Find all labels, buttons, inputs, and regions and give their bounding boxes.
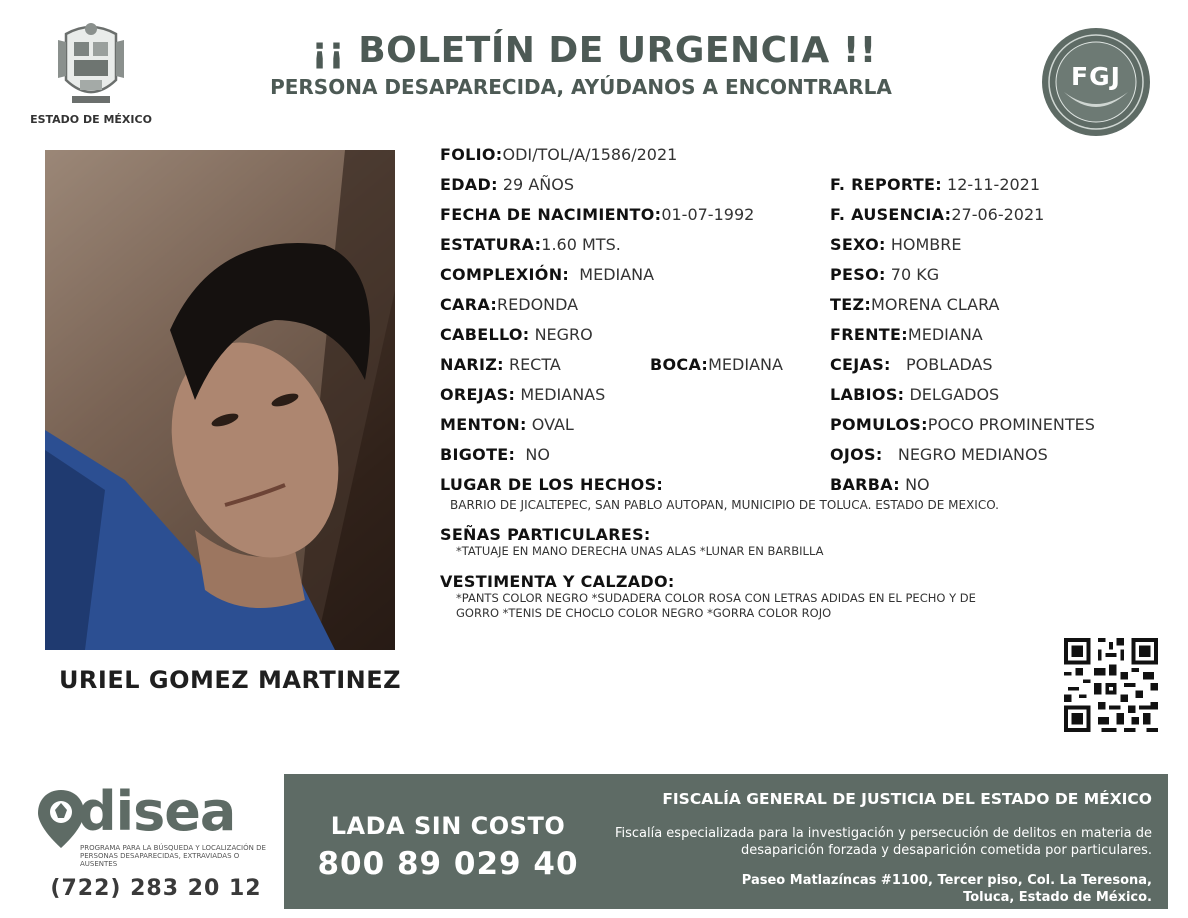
estado-de-mexico-caption: ESTADO DE MÉXICO: [30, 113, 152, 126]
qr-code-icon[interactable]: [1064, 638, 1158, 732]
field-cabello: [440, 325, 593, 345]
field-f-reporte: [830, 175, 1040, 195]
field-label: CARA:: [440, 295, 498, 314]
lada-sin-costo-number[interactable]: 800 89 029 40: [317, 846, 579, 882]
lada-sin-costo-label: LADA SIN COSTO: [330, 812, 566, 840]
field-barba: [830, 475, 930, 495]
field-bigote: [440, 445, 550, 465]
field-label: LUGAR DE LOS HECHOS:: [440, 475, 664, 494]
field-complexion: [440, 265, 654, 285]
field-label: VESTIMENTA Y CALZADO:: [440, 572, 675, 591]
field-label: SEXO:: [830, 235, 886, 254]
field-boca: [650, 355, 783, 375]
field-label: BARBA:: [830, 475, 900, 494]
missing-person-photo: [45, 150, 395, 650]
field-label: EDAD:: [440, 175, 498, 194]
field-value: DELGADOS: [909, 385, 1000, 404]
field-pomulos: [830, 415, 1095, 435]
field-lugar-value: BARRIO DE JICALTEPEC, SAN PABLO AUTOPAN, MUNICIPIO DE TOLUCA. ESTADO DE MEXICO.: [450, 498, 999, 512]
field-value: ODI/TOL/A/1586/2021: [502, 145, 678, 164]
field-label: MENTON:: [440, 415, 527, 434]
fiscalia-address: [632, 872, 1152, 906]
field-label: CEJAS:: [830, 355, 891, 374]
field-nariz: [440, 355, 561, 375]
field-value: MEDIANA: [907, 325, 983, 344]
field-label: FOLIO:: [440, 145, 503, 164]
field-f-ausencia: [830, 205, 1044, 225]
field-label: LABIOS:: [830, 385, 905, 404]
odisea-wordmark: disea: [78, 780, 236, 843]
field-edad: [440, 175, 574, 195]
field-cara: [440, 295, 578, 315]
field-label: OREJAS:: [440, 385, 516, 404]
field-value: 01-07-1992: [661, 205, 755, 224]
fiscalia-description: Fiscalía especializada para la investigación y persecución de delitos en materia de desaparición forzada y desaparición cometida por particulares.: [614, 826, 1152, 858]
field-label: POMULOS:: [830, 415, 928, 434]
field-folio: [440, 145, 677, 165]
field-vestimenta-line2: GORRO *TENIS DE CHOCLO COLOR NEGRO *GORRA COLOR ROJO: [456, 606, 832, 620]
field-peso: [830, 265, 939, 285]
field-label: FRENTE:: [830, 325, 908, 344]
person-name: URIEL GOMEZ MARTINEZ: [58, 666, 402, 694]
field-label: COMPLEXIÓN:: [440, 265, 570, 284]
field-value: POBLADAS: [906, 355, 993, 374]
field-estatura: [440, 235, 621, 255]
field-value: MEDIANAS: [520, 385, 606, 404]
field-label: BIGOTE:: [440, 445, 516, 464]
field-value: NEGRO MEDIANOS: [897, 445, 1048, 464]
field-value: NEGRO: [534, 325, 593, 344]
field-value: REDONDA: [497, 295, 579, 314]
field-lugar-label: [440, 475, 663, 495]
field-value: RECTA: [508, 355, 561, 374]
field-frente: [830, 325, 983, 345]
field-fecha-nacimiento: [440, 205, 754, 225]
field-label: SEÑAS PARTICULARES:: [440, 525, 651, 544]
field-label: TEZ:: [830, 295, 872, 314]
field-label: BOCA:: [650, 355, 709, 374]
field-senas-label: [440, 525, 651, 545]
bulletin-subtitle: PERSONA DESAPARECIDA, AYÚDANOS A ENCONTRARLA: [270, 75, 892, 99]
field-senas-value: *TATUAJE EN MANO DERECHA UNAS ALAS *LUNAR EN BARBILLA: [456, 544, 824, 558]
field-cejas: [830, 355, 993, 375]
address-line-2: Toluca, Estado de México.: [963, 890, 1152, 905]
field-menton: [440, 415, 574, 435]
field-label: CABELLO:: [440, 325, 530, 344]
field-value: 29 AÑOS: [502, 175, 574, 194]
field-label: PESO:: [830, 265, 886, 284]
field-label: F. AUSENCIA:: [830, 205, 952, 224]
odisea-caption: PROGRAMA PARA LA BÚSQUEDA Y LOCALIZACIÓN DE PERSONAS DESAPARECIDAS, EXTRAVIADAS O AUSENTES: [80, 844, 266, 868]
fgj-seal: [1040, 26, 1152, 138]
field-labios: [830, 385, 999, 405]
field-label: ESTATURA:: [440, 235, 542, 254]
field-orejas: [440, 385, 605, 405]
field-sexo: [830, 235, 961, 255]
fiscalia-title: FISCALÍA GENERAL DE JUSTICIA DEL ESTADO DE MÉXICO: [662, 790, 1152, 808]
field-value: 1.60 MTS.: [541, 235, 621, 254]
field-vestimenta-line1: *PANTS COLOR NEGRO *SUDADERA COLOR ROSA CON LETRAS ADIDAS EN EL PECHO Y DE: [456, 591, 976, 605]
field-label: NARIZ:: [440, 355, 504, 374]
bulletin-title: ¡¡ BOLETÍN DE URGENCIA !!: [311, 30, 877, 71]
field-label: FECHA DE NACIMIENTO:: [440, 205, 662, 224]
field-value: MEDIANA: [579, 265, 655, 284]
field-tez: [830, 295, 999, 315]
field-value: MEDIANA: [708, 355, 783, 374]
odisea-logo: [36, 780, 276, 846]
field-vestimenta-label: [440, 572, 675, 592]
field-value: NO: [905, 475, 930, 494]
field-label: OJOS:: [830, 445, 883, 464]
fgj-seal-text: FGJ: [1071, 62, 1121, 91]
field-ojos: [830, 445, 1048, 465]
field-value: POCO PROMINENTES: [927, 415, 1095, 434]
field-value: MORENA CLARA: [871, 295, 1000, 314]
field-label: F. REPORTE:: [830, 175, 942, 194]
field-value: 12-11-2021: [947, 175, 1041, 194]
field-value: HOMBRE: [890, 235, 962, 254]
odisea-phone[interactable]: (722) 283 20 12: [50, 876, 262, 901]
person-portrait-icon: [45, 150, 395, 650]
field-value: 27-06-2021: [951, 205, 1045, 224]
field-value: OVAL: [531, 415, 574, 434]
field-value: NO: [525, 445, 550, 464]
address-line-1: Paseo Matlazíncas #1100, Tercer piso, Col. La Teresona,: [741, 873, 1152, 888]
field-value: 70 KG: [890, 265, 940, 284]
